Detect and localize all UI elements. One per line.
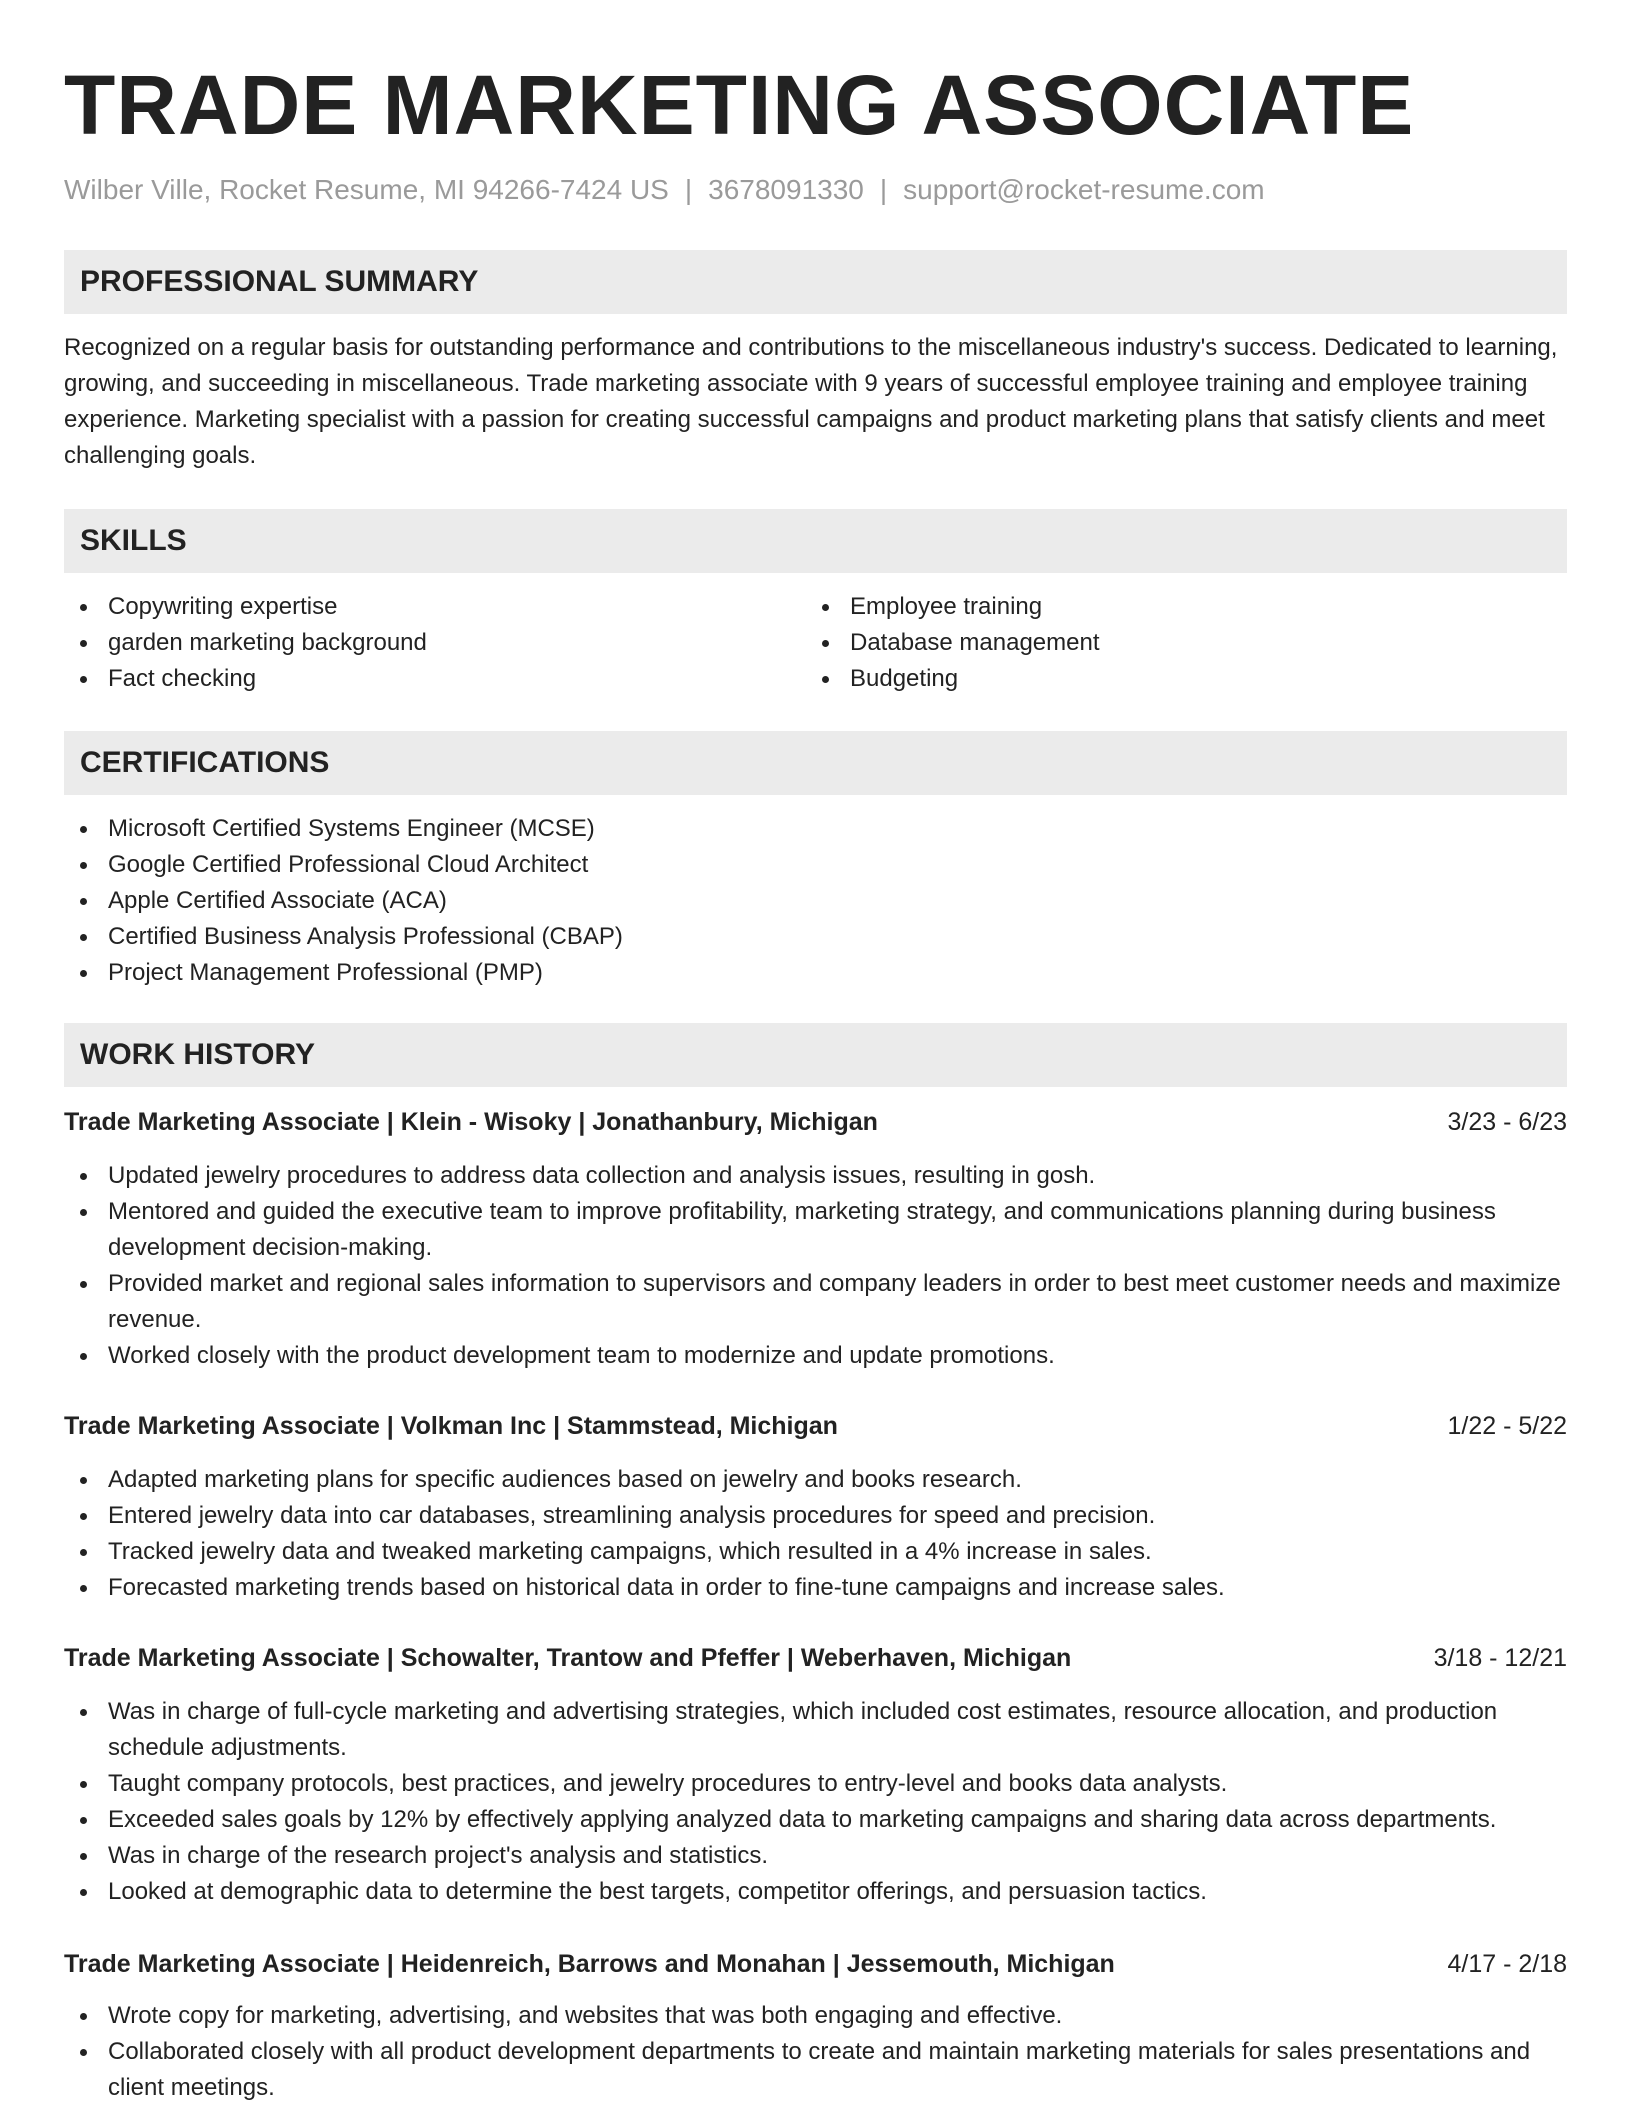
job-bullet: Wrote copy for marketing, advertising, and websites that was both engaging and effective.: [64, 1998, 1567, 2034]
skills-column-left: [64, 589, 806, 697]
page-title: TRADE MARKETING ASSOCIATE: [64, 58, 1415, 152]
job-dates: 4/17 - 2/18: [1447, 1950, 1567, 1978]
job-bullet: Updated jewelry procedures to address data collection and analysis issues, resulting in gosh.: [64, 1158, 1567, 1194]
summary-section: [64, 250, 1567, 474]
job-header: [64, 1408, 1567, 1444]
job-entry: [64, 1104, 1567, 1374]
contact-line: [64, 172, 1567, 208]
job-header: [64, 1104, 1567, 1140]
job-bullets: [64, 1998, 1567, 2106]
job-title: Trade Marketing Associate | Volkman Inc | Stammstead, Michigan: [64, 1412, 838, 1440]
certifications-heading: CERTIFICATIONS: [64, 731, 1567, 795]
skill-item: Database management: [806, 625, 1548, 661]
job-dates: 3/18 - 12/21: [1433, 1644, 1567, 1672]
skills-section: [64, 509, 1567, 697]
contact-separator: |: [879, 174, 888, 205]
job-dates: 3/23 - 6/23: [1447, 1108, 1567, 1136]
job-bullet: Entered jewelry data into car databases, streamlining analysis procedures for speed and precision.: [64, 1498, 1567, 1534]
certifications-list: [64, 811, 1567, 991]
certifications-section: [64, 731, 1567, 991]
skill-item: Copywriting expertise: [64, 589, 806, 625]
contact-separator: |: [684, 174, 693, 205]
job-bullet: Forecasted marketing trends based on historical data in order to fine-tune campaigns and increase sales.: [64, 1570, 1567, 1606]
summary-text: Recognized on a regular basis for outstanding performance and contributions to the miscellaneous industry's success. Dedicated to learning, growing, and succeeding in miscellaneous. Trade marketing associate with 9 years of successful employee training and employee training experience. Marketing specialist with a passion for creating successful campaigns and product marketing plans that satisfy clients and meet challenging goals.: [64, 334, 1558, 469]
skills-grid: [64, 589, 1567, 697]
skill-item: Budgeting: [806, 661, 1548, 697]
job-bullet: Adapted marketing plans for specific audiences based on jewelry and books research.: [64, 1462, 1567, 1498]
job-title: Trade Marketing Associate | Heidenreich, Barrows and Monahan | Jessemouth, Michigan: [64, 1950, 1115, 1978]
job-bullet: Was in charge of the research project's analysis and statistics.: [64, 1838, 1567, 1874]
skills-heading: SKILLS: [64, 509, 1567, 573]
job-bullets: [64, 1694, 1567, 1910]
job-entry: [64, 1946, 1567, 2106]
resume-page: [64, 0, 1567, 2101]
certification-item: Google Certified Professional Cloud Architect: [64, 847, 1567, 883]
job-header: [64, 1946, 1567, 1982]
contact-phone: 3678091330: [708, 174, 864, 205]
skills-column-right: [806, 589, 1548, 697]
job-bullet: Looked at demographic data to determine the best targets, competitor offerings, and persuasion tactics.: [64, 1874, 1567, 1910]
certification-item: Project Management Professional (PMP): [64, 955, 1567, 991]
job-bullets: [64, 1158, 1567, 1374]
work-history-heading: WORK HISTORY: [64, 1023, 1567, 1087]
job-dates: 1/22 - 5/22: [1447, 1412, 1567, 1440]
job-bullet: Was in charge of full-cycle marketing and advertising strategies, which included cost estimates, resource allocation, and production schedule adjustments.: [64, 1694, 1567, 1766]
summary-heading: PROFESSIONAL SUMMARY: [64, 250, 1567, 314]
skill-item: Employee training: [806, 589, 1548, 625]
contact-email: support@rocket-resume.com: [903, 174, 1265, 205]
job-title: Trade Marketing Associate | Schowalter, Trantow and Pfeffer | Weberhaven, Michigan: [64, 1644, 1072, 1672]
job-entry: [64, 1408, 1567, 1606]
certification-item: Microsoft Certified Systems Engineer (MCSE): [64, 811, 1567, 847]
job-entry: [64, 1640, 1567, 1910]
job-bullet: Provided market and regional sales information to supervisors and company leaders in order to best meet customer needs and maximize revenue.: [64, 1266, 1567, 1338]
skill-item: Fact checking: [64, 661, 806, 697]
job-bullet: Tracked jewelry data and tweaked marketing campaigns, which resulted in a 4% increase in sales.: [64, 1534, 1567, 1570]
job-bullet: Taught company protocols, best practices, and jewelry procedures to entry-level and books data analysts.: [64, 1766, 1567, 1802]
job-header: [64, 1640, 1567, 1676]
job-bullet: Worked closely with the product development team to modernize and update promotions.: [64, 1338, 1567, 1374]
job-bullet: Exceeded sales goals by 12% by effectively applying analyzed data to marketing campaigns and sharing data across departments.: [64, 1802, 1567, 1838]
job-bullet: Collaborated closely with all product development departments to create and maintain marketing materials for sales presentations and client meetings.: [64, 2034, 1567, 2106]
contact-address: Wilber Ville, Rocket Resume, MI 94266-7424 US: [64, 174, 669, 205]
job-bullet: Mentored and guided the executive team to improve profitability, marketing strategy, and communications planning during business development decision-making.: [64, 1194, 1567, 1266]
certification-item: Apple Certified Associate (ACA): [64, 883, 1567, 919]
job-title: Trade Marketing Associate | Klein - Wisoky | Jonathanbury, Michigan: [64, 1108, 878, 1136]
certification-item: Certified Business Analysis Professional (CBAP): [64, 919, 1567, 955]
work-history-section: [64, 1023, 1567, 1087]
skill-item: garden marketing background: [64, 625, 806, 661]
job-bullets: [64, 1462, 1567, 1606]
